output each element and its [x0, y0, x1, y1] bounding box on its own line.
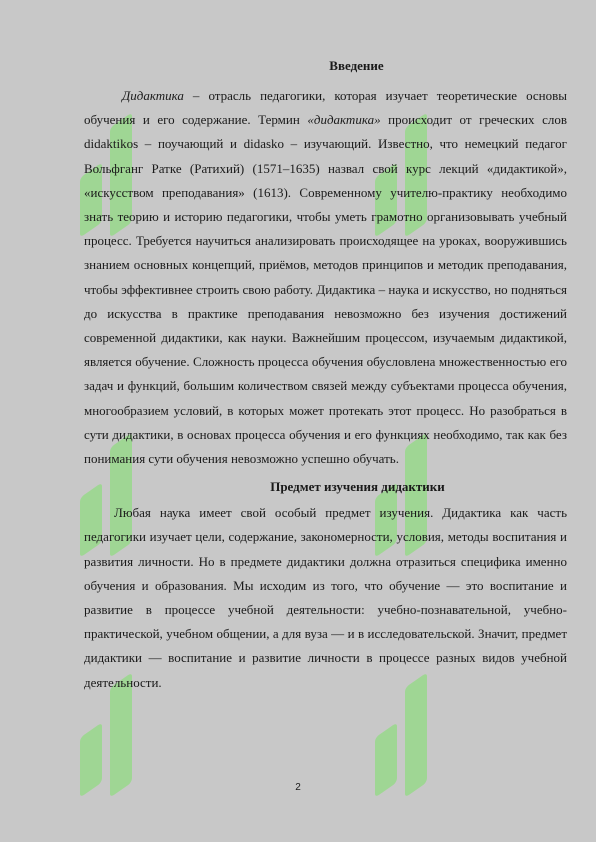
document-body [84, 56, 567, 695]
paragraph-text: происходит от греческих слов didaktikos – поучающий и didasko – изучающий. Известно, что немецкий педагог Вольфганг Ратке (Ратихий) (1571–1635) назвал свой курс лекций «дидактикой», «искусством преподавания» (1613). Современному учителю-практику необходимо знать теорию и историю педагогики, чтобы уметь грамотно организовывать учебный процесс. Требуется научиться анализировать происходящее на уроках, вооружившись знанием основных концепций, приёмов, методов принципов и методик преподавания, чтобы эффективнее строить свою работу. Дидактика – наука и искусство, но подняться до искусства в практике преподавания невозможно без изучения достижений современной дидактики, как науки. Важнейшим процессом, изучаемым дидактикой, является обучение. Сложность процесса обучения обусловлена множественностью его задач и функций, большим количеством связей между субъектами процесса обучения, многообразием условий, в которых может протекать этот процесс. Но разобраться в сути дидактики, в основах процесса обучения и его функциях необходимо, так как без понимания сути обучения невозможно успешно обучать. [84, 112, 567, 467]
term-didactics-quoted: «дидактика» [307, 112, 381, 128]
section-heading-introduction: Введение [329, 58, 384, 73]
section-heading-subject: Предмет изучения дидактики [270, 479, 445, 495]
term-didactics: Дидактика [122, 88, 184, 103]
page-number: 2 [295, 782, 301, 793]
subject-paragraph: Любая наука имеет свой особый предмет изучения. Дидактика как часть педагогики изучает цели, содержание, закономерности, условия, методы воспитания и развития личности. Но в предмете дидактики должна отразиться специфика именно обучения и образования. Мы исходим из того, что обучение — это воспитание и развитие в процессе учебной деятельности: учебно-познавательной, учебно-практической, учебном общении, а для вуза — и в исследовательской. Значит, предмет дидактики — воспитание и развитие личности в процессе разных видов учебной деятельности. [84, 505, 567, 690]
paragraph-text: – отрасль педагогики, которая изучает теоретические основы обучения и его содержание. Термин [84, 88, 567, 128]
introduction-paragraph [84, 84, 567, 471]
